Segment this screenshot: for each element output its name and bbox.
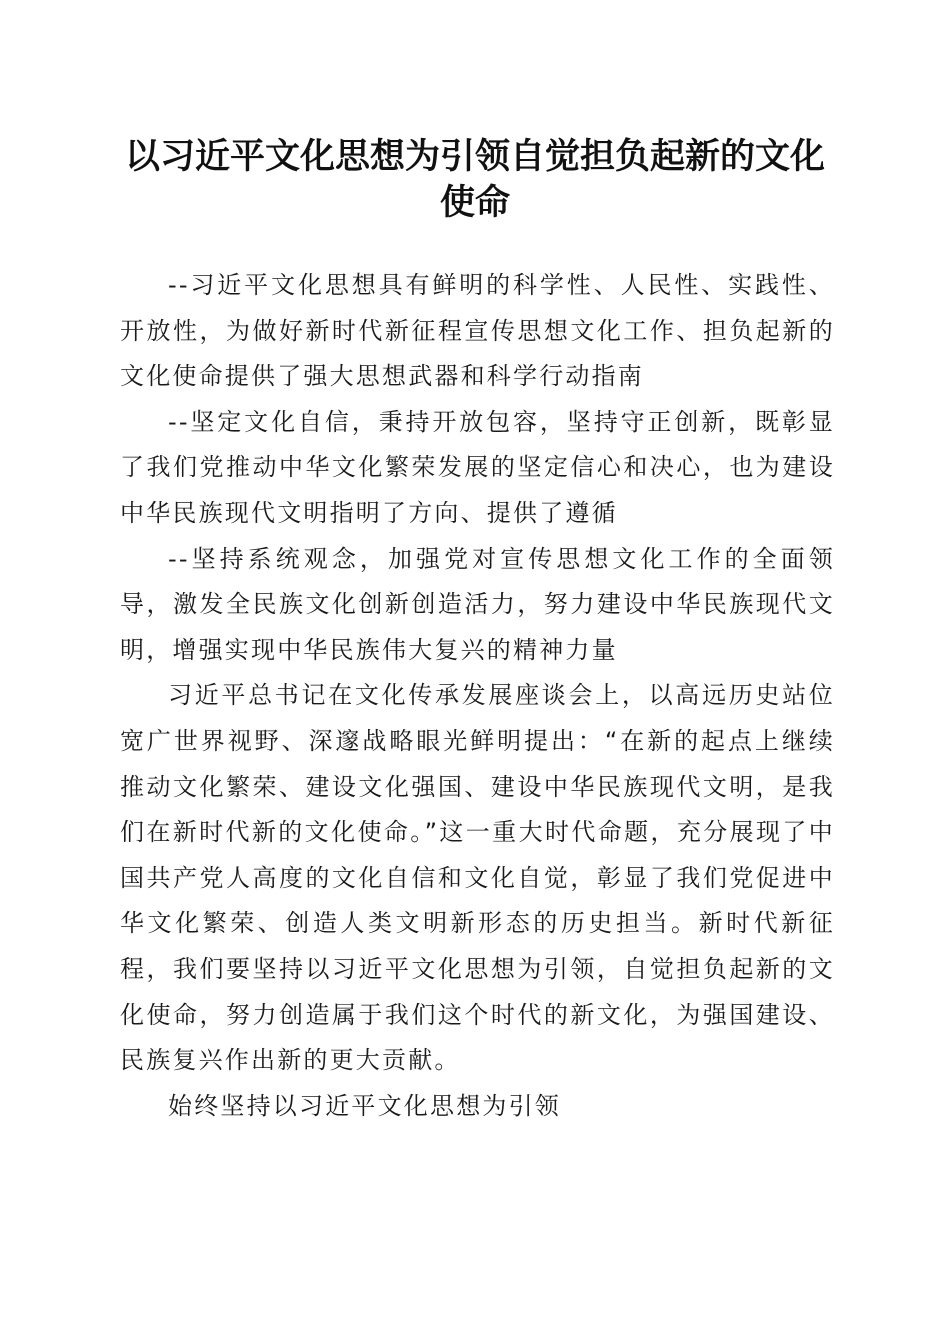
section-heading: 始终坚持以习近平文化思想为引领	[168, 1091, 561, 1120]
summary-paragraph-2: --坚定文化自信，秉持开放包容，坚持守正创新，既彰显了我们党推动中华文化繁荣发展的坚定信心和决心，也为建设中华民族现代文明指明了方向、提供了遵循	[120, 407, 835, 527]
document-body	[120, 263, 835, 1129]
summary-paragraph-3: --坚持系统观念，加强党对宣传思想文化工作的全面领导，激发全民族文化创新创造活力，努力建设中华民族现代文明，增强实现中华民族伟大复兴的精神力量	[120, 544, 835, 664]
body-paragraph: 习近平总书记在文化传承发展座谈会上，以高远历史站位宽广世界视野、深邃战略眼光鲜明提出：“在新的起点上继续推动文化繁荣、建设文化强国、建设中华民族现代文明，是我们在新时代新的文化使命。”这一重大时代命题，充分展现了中国共产党人高度的文化自信和文化自觉，彰显了我们党促进中华文化繁荣、创造人类文明新形态的历史担当。新时代新征程，我们要坚持以习近平文化思想为引领，自觉担负起新的文化使命，努力创造属于我们这个时代的新文化，为强国建设、民族复兴作出新的更大贡献。	[120, 681, 835, 1075]
summary-paragraph-1: --习近平文化思想具有鲜明的科学性、人民性、实践性、开放性，为做好新时代新征程宣传思想文化工作、担负起新的文化使命提供了强大思想武器和科学行动指南	[120, 271, 835, 391]
document-title: 以习近平文化思想为引领自觉担负起新的文化使命	[124, 136, 825, 223]
